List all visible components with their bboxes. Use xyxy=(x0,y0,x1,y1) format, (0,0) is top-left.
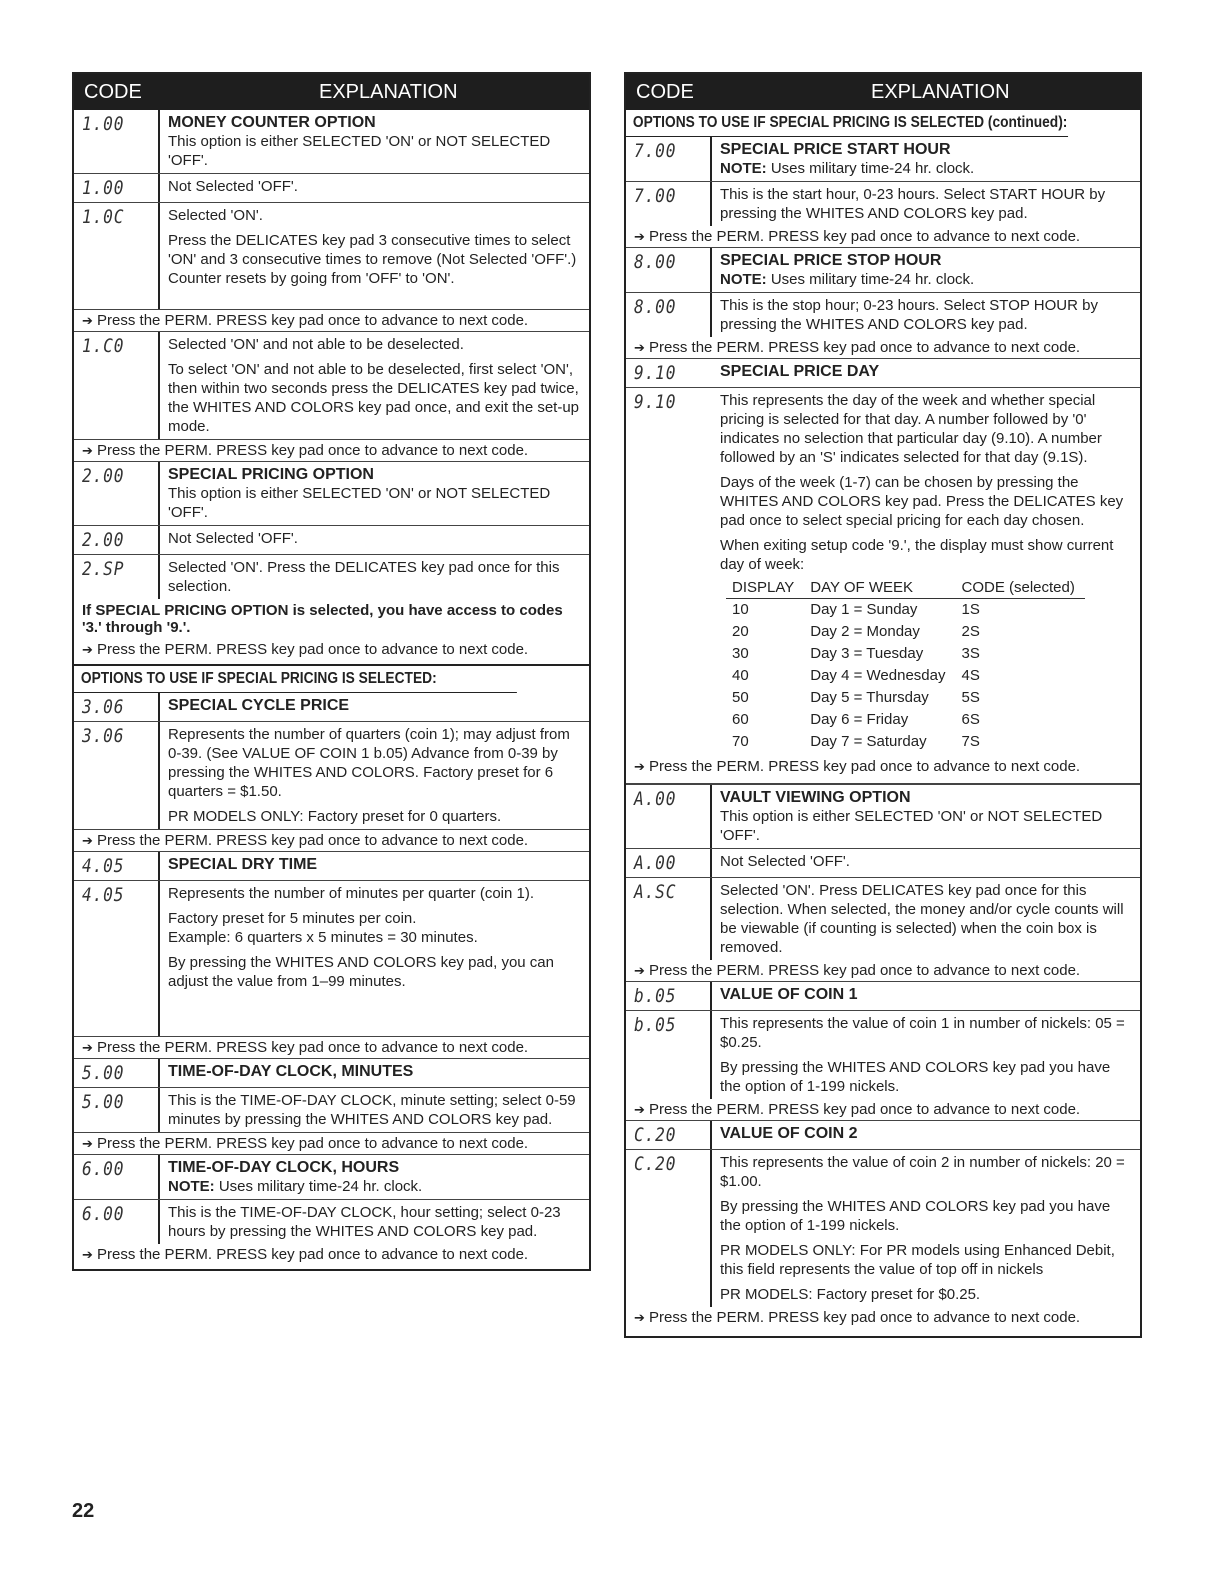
description: PR MODELS ONLY: Factory preset for 0 quarters. xyxy=(168,808,502,825)
table-cell: 20 xyxy=(732,623,749,640)
description: Not Selected 'OFF'. xyxy=(720,853,850,870)
table-cell: 7S xyxy=(961,733,980,750)
option-title: SPECIAL PRICE START HOUR xyxy=(720,141,951,158)
display-code: A.00 xyxy=(626,849,712,877)
table-cell: Day 2 = Monday xyxy=(810,623,920,640)
table-cell: 3S xyxy=(961,645,980,662)
description: By pressing the WHITES AND COLORS key pad, you can adjust the value from 1–99 minutes. xyxy=(168,954,554,990)
table-cell: Day 1 = Sunday xyxy=(810,601,918,618)
table-row xyxy=(726,665,1085,687)
description: By pressing the WHITES AND COLORS key pad you have the option of 1-199 nickels. xyxy=(720,1198,1111,1234)
description: Not Selected 'OFF'. xyxy=(168,178,298,195)
table-cell: Day 7 = Saturday xyxy=(810,733,927,750)
display-code: 6.00 xyxy=(74,1155,160,1199)
table-cell: 6S xyxy=(961,711,980,728)
display-code: 1.00 xyxy=(74,110,160,173)
code-row xyxy=(74,1200,589,1244)
description: This represents the value of coin 2 in number of nickels: 20 = $1.00. xyxy=(720,1154,1125,1190)
option-title: SPECIAL PRICE STOP HOUR xyxy=(720,252,942,269)
table-row xyxy=(726,643,1085,665)
description: Selected 'ON'. Press DELICATES key pad once for this selection. When selected, the money and/or cycle counts will be viewable (if counting is selected) when the coin box is removed. xyxy=(720,882,1124,956)
table-cell: 40 xyxy=(732,667,749,684)
table-row xyxy=(726,599,1085,622)
header-code: CODE xyxy=(636,81,694,103)
description: This is the TIME-OF-DAY CLOCK, minute setting; select 0-59 minutes by pressing the WHITES AND COLORS key pad. xyxy=(168,1092,576,1128)
description: Represents the number of quarters (coin 1); may adjust from 0-39. (See VALUE OF COIN 1 b.05) Advance from 0-39 by pressing the WHITES AND COLORS. Factory preset for 6 quarters = $1.50. xyxy=(168,726,570,800)
table-row xyxy=(726,709,1085,731)
description: This option is either SELECTED 'ON' or NOT SELECTED 'OFF'. xyxy=(168,485,551,521)
day-of-week-table xyxy=(726,578,1134,753)
description: Selected 'ON' and not able to be deselected. xyxy=(168,336,464,353)
option-title: VALUE OF COIN 1 xyxy=(720,986,858,1003)
code-row xyxy=(626,1150,1140,1307)
table-row xyxy=(726,731,1085,753)
table-cell: 10 xyxy=(732,601,749,618)
description: PR MODELS ONLY: For PR models using Enhanced Debit, this field represents the value of top off in nickels xyxy=(720,1242,1115,1278)
display-code: C.20 xyxy=(626,1121,712,1149)
advance-instruction: ➔ Press the PERM. PRESS key pad once to advance to next code. xyxy=(626,756,1140,784)
option-title: VAULT VIEWING OPTION xyxy=(720,789,911,806)
description: This represents the day of the week and whether special pricing is selected for that day. A number followed by '0' indicates no selection that particular day (9.10). A number followed by an 'S' indicates selected for that day (9.1S). xyxy=(720,392,1102,466)
code-row xyxy=(74,1059,589,1088)
header-code: CODE xyxy=(84,81,142,103)
description: PR MODELS: Factory preset for $0.25. xyxy=(720,1286,981,1303)
display-code: C.20 xyxy=(626,1150,712,1307)
table-cell: 50 xyxy=(732,689,749,706)
code-row xyxy=(626,182,1140,226)
option-title: SPECIAL PRICE DAY xyxy=(720,363,880,380)
right-table xyxy=(624,72,1142,1338)
description: By pressing the WHITES AND COLORS key pad you have the option of 1-199 nickels. xyxy=(720,1059,1111,1095)
option-title: SPECIAL PRICING OPTION xyxy=(168,466,374,483)
advance-instruction: ➔ Press the PERM. PRESS key pad once to advance to next code. xyxy=(74,440,589,462)
advance-instruction: ➔ Press the PERM. PRESS key pad once to advance to next code. xyxy=(626,960,1140,982)
code-row xyxy=(626,388,1140,756)
table-cell: 1S xyxy=(961,601,980,618)
code-row xyxy=(74,203,589,310)
description: This option is either SELECTED 'ON' or NOT SELECTED 'OFF'. xyxy=(720,808,1103,844)
advance-instruction: ➔ Press the PERM. PRESS key pad once to advance to next code. xyxy=(626,1099,1140,1121)
display-code: A.SC xyxy=(626,878,712,960)
display-code: 2.00 xyxy=(74,462,160,525)
header-explanation: EXPLANATION xyxy=(319,81,458,103)
note: NOTE: Uses military time-24 hr. clock. xyxy=(168,1178,423,1195)
advance-instruction: ➔ Press the PERM. PRESS key pad once to advance to next code. xyxy=(74,639,589,664)
display-code: 7.00 xyxy=(626,137,712,181)
description: Represents the number of minutes per quarter (coin 1). xyxy=(168,885,535,902)
description: This is the stop hour; 0-23 hours. Select STOP HOUR by pressing the WHITES AND COLORS key pad. xyxy=(720,297,1098,333)
description: To select 'ON' and not able to be deselected, first select 'ON', then within two seconds press the DELICATES key pad twice, the WHITES AND COLORS key pad once, and exit the set-up mode. xyxy=(168,361,580,435)
option-title: SPECIAL DRY TIME xyxy=(168,856,318,873)
display-code: b.05 xyxy=(626,982,712,1010)
table-cell: Day 4 = Wednesday xyxy=(810,667,946,684)
table-header xyxy=(74,74,589,110)
display-code: 4.05 xyxy=(74,881,160,1036)
left-top-table xyxy=(72,72,591,666)
advance-instruction: ➔ Press the PERM. PRESS key pad once to advance to next code. xyxy=(626,337,1140,359)
code-row xyxy=(626,293,1140,337)
description: Selected 'ON'. xyxy=(168,207,263,224)
advance-instruction: ➔ Press the PERM. PRESS key pad once to advance to next code. xyxy=(74,1244,589,1269)
code-row xyxy=(74,332,589,440)
access-note: If SPECIAL PRICING OPTION is selected, you have access to codes '3.' through '9.'. xyxy=(82,602,563,636)
description: Press the DELICATES key pad 3 consecutive times to select 'ON' and 3 consecutive times to remove (Not Selected 'OFF'.) Counter resets by going from 'OFF' to 'ON'. xyxy=(168,232,577,287)
code-row xyxy=(626,359,1140,388)
page-number: 22 xyxy=(72,1500,95,1522)
code-row xyxy=(626,784,1140,849)
code-row xyxy=(74,526,589,555)
display-code: b.05 xyxy=(626,1011,712,1099)
display-code: 7.00 xyxy=(626,182,712,226)
display-code: 5.00 xyxy=(74,1088,160,1132)
code-row xyxy=(626,137,1140,182)
advance-instruction: ➔ Press the PERM. PRESS key pad once to advance to next code. xyxy=(74,830,589,852)
code-row xyxy=(74,722,589,830)
code-row xyxy=(74,462,589,526)
display-code: 1.00 xyxy=(74,174,160,202)
table-cell: 60 xyxy=(732,711,749,728)
code-row xyxy=(626,982,1140,1011)
advance-instruction: ➔ Press the PERM. PRESS key pad once to advance to next code. xyxy=(74,310,589,332)
display-code: 5.00 xyxy=(74,1059,160,1087)
table-header xyxy=(626,74,1140,110)
advance-instruction: ➔ Press the PERM. PRESS key pad once to advance to next code. xyxy=(626,226,1140,248)
code-row xyxy=(74,1088,589,1133)
display-code: 2.00 xyxy=(74,526,160,554)
display-code: 9.10 xyxy=(634,391,677,413)
code-row xyxy=(74,852,589,881)
note: NOTE: Uses military time-24 hr. clock. xyxy=(720,271,975,288)
option-title: TIME-OF-DAY CLOCK, HOURS xyxy=(168,1159,400,1176)
option-title: TIME-OF-DAY CLOCK, MINUTES xyxy=(168,1063,414,1080)
display-code: A.00 xyxy=(626,785,712,848)
display-code: 8.00 xyxy=(626,248,712,292)
left-bottom-table xyxy=(72,664,591,1271)
display-code: 1.C0 xyxy=(74,332,160,439)
header-explanation: EXPLANATION xyxy=(871,81,1010,103)
column-header: CODE (selected) xyxy=(955,578,1084,599)
code-row xyxy=(626,1011,1140,1099)
display-code: 8.00 xyxy=(626,293,712,337)
display-code: 6.00 xyxy=(74,1200,160,1244)
table-cell: 70 xyxy=(732,733,749,750)
code-row xyxy=(626,849,1140,878)
code-row xyxy=(74,1155,589,1200)
advance-instruction: ➔ Press the PERM. PRESS key pad once to advance to next code. xyxy=(626,1307,1140,1336)
code-row xyxy=(74,881,589,1037)
display-code: 3.06 xyxy=(74,722,160,829)
advance-instruction: ➔ Press the PERM. PRESS key pad once to advance to next code. xyxy=(74,1133,589,1155)
table-cell: 4S xyxy=(961,667,980,684)
description: This represents the value of coin 1 in number of nickels: 05 = $0.25. xyxy=(720,1015,1125,1051)
column-header: DISPLAY xyxy=(726,578,804,599)
table-row xyxy=(726,621,1085,643)
option-title: SPECIAL CYCLE PRICE xyxy=(168,697,350,714)
code-row xyxy=(74,555,589,599)
table-row xyxy=(726,687,1085,709)
description: When exiting setup code '9.', the display must show current day of week: xyxy=(720,537,1114,573)
advance-instruction: ➔ Press the PERM. PRESS key pad once to advance to next code. xyxy=(74,1037,589,1059)
section-title: OPTIONS TO USE IF SPECIAL PRICING IS SELECTED (continued): xyxy=(626,110,1068,137)
table-cell: Day 3 = Tuesday xyxy=(810,645,924,662)
code-row xyxy=(74,693,589,722)
table-cell: 5S xyxy=(961,689,980,706)
description: Days of the week (1-7) can be chosen by pressing the WHITES AND COLORS key pad. Press the DELICATES key pad once to select special pricing for each day chosen. xyxy=(720,474,1124,529)
description: This option is either SELECTED 'ON' or NOT SELECTED 'OFF'. xyxy=(168,133,551,169)
table-cell: Day 6 = Friday xyxy=(810,711,909,728)
display-code: 3.06 xyxy=(74,693,160,721)
description: This is the TIME-OF-DAY CLOCK, hour setting; select 0-23 hours by pressing the WHITES AND COLORS key pad. xyxy=(168,1204,561,1240)
code-row xyxy=(626,878,1140,960)
code-row xyxy=(626,248,1140,293)
code-row xyxy=(74,174,589,203)
code-row xyxy=(626,1121,1140,1150)
display-code: 2.SP xyxy=(74,555,160,599)
display-code: 9.10 xyxy=(634,362,677,384)
note: NOTE: Uses military time-24 hr. clock. xyxy=(720,160,975,177)
option-title: MONEY COUNTER OPTION xyxy=(168,114,376,131)
code-row xyxy=(74,110,589,174)
description: Not Selected 'OFF'. xyxy=(168,530,298,547)
column-header: DAY OF WEEK xyxy=(804,578,955,599)
display-code: 1.0C xyxy=(74,203,160,309)
table-cell: 30 xyxy=(732,645,749,662)
option-title: VALUE OF COIN 2 xyxy=(720,1125,858,1142)
table-cell: Day 5 = Thursday xyxy=(810,689,929,706)
section-title: OPTIONS TO USE IF SPECIAL PRICING IS SELECTED: xyxy=(74,666,517,693)
description: Factory preset for 5 minutes per coin. xyxy=(168,910,417,927)
display-code: 4.05 xyxy=(74,852,160,880)
description: This is the start hour, 0-23 hours. Select START HOUR by pressing the WHITES AND COLORS key pad. xyxy=(720,186,1106,222)
table-cell: 2S xyxy=(961,623,980,640)
description: Selected 'ON'. Press the DELICATES key pad once for this selection. xyxy=(168,559,560,595)
description: Example: 6 quarters x 5 minutes = 30 minutes. xyxy=(168,929,478,946)
